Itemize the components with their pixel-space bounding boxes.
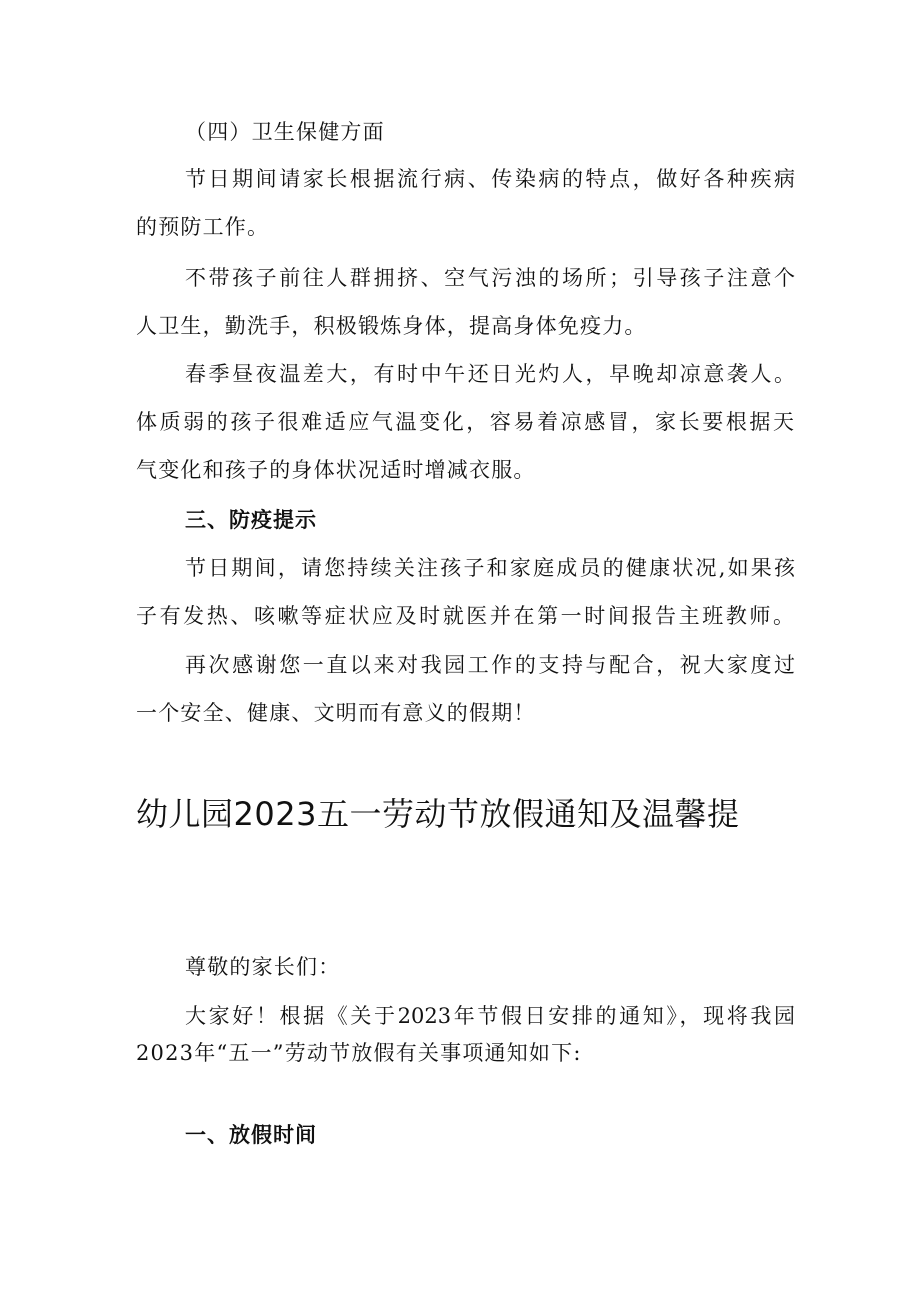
hygiene-p1-line2: 的预防工作。 — [136, 215, 270, 239]
epidemic-p1-line2: 子有发热、咳嗽等症状应及时就医并在第一时间报告主班教师。 — [136, 604, 794, 628]
notice-salutation: 尊敬的家长们： — [185, 955, 341, 979]
section1-heading: 一、放假时间 — [185, 1123, 317, 1147]
hygiene-p1-line1: 节日期间请家长根据流行病、传染病的特点，做好各种疾病 — [185, 167, 795, 191]
epidemic-heading: 三、防疫提示 — [185, 508, 317, 532]
hygiene-p2-line2: 人卫生，勤洗手，积极锻炼身体，提高身体免疫力。 — [136, 314, 647, 338]
epidemic-p2-line1: 再次感谢您一直以来对我园工作的支持与配合，祝大家度过 — [185, 653, 795, 677]
hygiene-p3-line1: 春季昼夜温差大，有时中午还日光灼人，早晚却凉意袭人。 — [185, 362, 795, 386]
notice-title: 幼儿园2023五一劳动节放假通知及温馨提 — [136, 795, 740, 833]
epidemic-p2-line2: 一个安全、健康、文明而有意义的假期！ — [136, 701, 536, 725]
epidemic-p1-line1: 节日期间，请您持续关注孩子和家庭成员的健康状况,如果孩 — [185, 556, 795, 580]
notice-intro-line2: 2023年“五一”劳动节放假有关事项通知如下: — [136, 1041, 582, 1065]
notice-intro-line1: 大家好！根据《关于2023年节假日安排的通知》，现将我园 — [185, 1004, 795, 1028]
hygiene-p2-line1: 不带孩子前往人群拥挤、空气污浊的场所；引导孩子注意个 — [185, 266, 795, 290]
hygiene-p3-line3: 气变化和孩子的身体状况适时增减衣服。 — [136, 458, 536, 482]
hygiene-p3-line2: 体质弱的孩子很难适应气温变化，容易着凉感冒，家长要根据天 — [136, 410, 794, 434]
hygiene-heading: （四）卫生保健方面 — [185, 120, 385, 144]
